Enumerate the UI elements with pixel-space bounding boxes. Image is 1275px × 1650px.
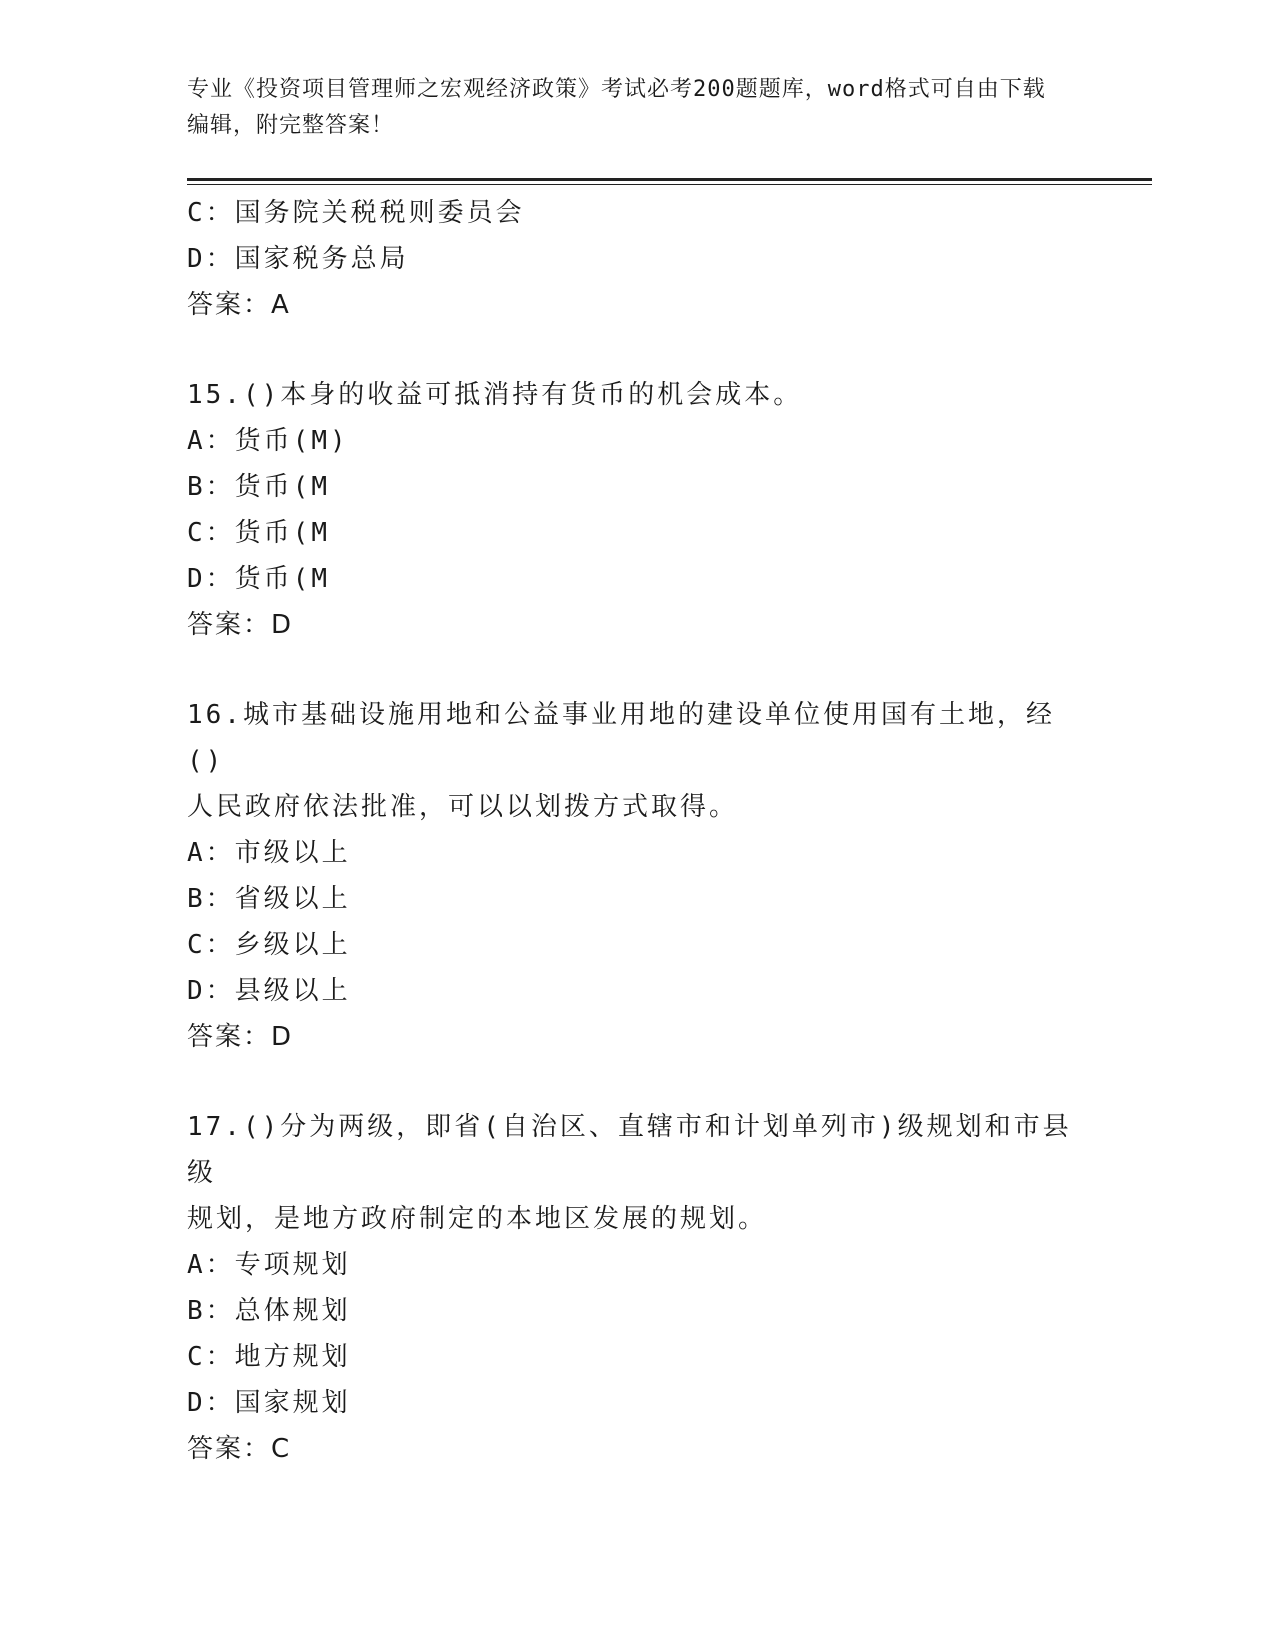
question-stem — [187, 372, 1087, 418]
option-text: 货币(M — [234, 472, 330, 502]
question-stem-continued: 人民政府依法批准，可以以划拨方式取得。 — [187, 792, 739, 822]
header-divider-thick — [187, 178, 1152, 181]
option-c: C：乡级以上 — [187, 930, 351, 960]
option-letter: D — [187, 1388, 206, 1418]
option-b: B：总体规划 — [187, 1296, 351, 1326]
question-stem-line: ()本身的收益可抵消持有货币的机会成本。 — [242, 380, 803, 410]
option-d: D：货币(M — [187, 564, 330, 594]
question-stem-line: 城市基础设施用地和公益事业用地的建设单位使用国有土地，经() — [187, 700, 1055, 776]
answer-label: 答案： — [187, 1022, 272, 1052]
option-text: 货币(M — [234, 564, 330, 594]
option-text: 省级以上 — [234, 884, 351, 914]
option-d: D：国家税务总局 — [187, 244, 409, 274]
answer-line — [187, 282, 1087, 328]
option-b: B：货币(M — [187, 472, 330, 502]
option-letter: C — [187, 930, 206, 960]
answer-value: D — [271, 1022, 294, 1052]
question-number: 16. — [187, 700, 243, 730]
question-16 — [187, 692, 1087, 1060]
question-stem — [187, 692, 1087, 784]
option-c: C：地方规划 — [187, 1342, 351, 1372]
option-text: 地方规划 — [234, 1342, 351, 1372]
answer-line — [187, 602, 1087, 648]
option-letter: C — [187, 198, 206, 228]
option-text: 县级以上 — [234, 976, 351, 1006]
option-text: 总体规划 — [234, 1296, 351, 1326]
option-letter: A — [187, 426, 206, 456]
option-letter: A — [187, 838, 206, 868]
option-text: 国务院关税税则委员会 — [234, 198, 525, 228]
question-17 — [187, 1104, 1087, 1472]
option-text: 市级以上 — [234, 838, 351, 868]
question-number: 15. — [187, 380, 243, 410]
option-text: 国家税务总局 — [234, 244, 409, 274]
question-stem-continued: 规划，是地方政府制定的本地区发展的规划。 — [187, 1204, 768, 1234]
option-letter: A — [187, 1250, 206, 1280]
option-letter: C — [187, 518, 206, 548]
document-intro: 专业《投资项目管理师之宏观经济政策》考试必考200题题库，word格式可自由下载编辑，附完整答案！ — [187, 77, 1046, 138]
answer-value: D — [271, 610, 294, 640]
question-number: 17. — [187, 1112, 243, 1142]
option-letter: B — [187, 884, 206, 914]
option-letter: D — [187, 244, 206, 274]
header-divider-thin — [187, 184, 1152, 185]
option-text: 货币(M — [234, 518, 330, 548]
option-d: D：县级以上 — [187, 976, 351, 1006]
option-a: A：专项规划 — [187, 1250, 351, 1280]
option-text: 专项规划 — [234, 1250, 351, 1280]
option-text: 乡级以上 — [234, 930, 351, 960]
option-c: C：国务院关税税则委员会 — [187, 198, 525, 228]
carryover-question — [187, 190, 1087, 328]
option-letter: B — [187, 1296, 206, 1326]
question-stem — [187, 1104, 1087, 1196]
option-c: C：货币(M — [187, 518, 330, 548]
option-text: 货币(M) — [234, 426, 349, 456]
option-d: D：国家规划 — [187, 1388, 351, 1418]
question-list — [187, 190, 1087, 1472]
question-15 — [187, 372, 1087, 648]
option-b: B：省级以上 — [187, 884, 351, 914]
answer-line — [187, 1426, 1087, 1472]
answer-label: 答案： — [187, 1434, 272, 1464]
option-a: A：市级以上 — [187, 838, 351, 868]
answer-value: C — [271, 1434, 292, 1464]
answer-label: 答案： — [187, 290, 272, 320]
option-text: 国家规划 — [234, 1388, 351, 1418]
option-letter: D — [187, 564, 206, 594]
option-letter: D — [187, 976, 206, 1006]
option-letter: C — [187, 1342, 206, 1372]
option-letter: B — [187, 472, 206, 502]
answer-value: A — [271, 290, 291, 320]
option-a: A：货币(M) — [187, 426, 349, 456]
question-stem-line: ()分为两级，即省(自治区、直辖市和计划单列市)级规划和市县级 — [187, 1112, 1072, 1188]
answer-label: 答案： — [187, 610, 272, 640]
answer-line — [187, 1014, 1087, 1060]
